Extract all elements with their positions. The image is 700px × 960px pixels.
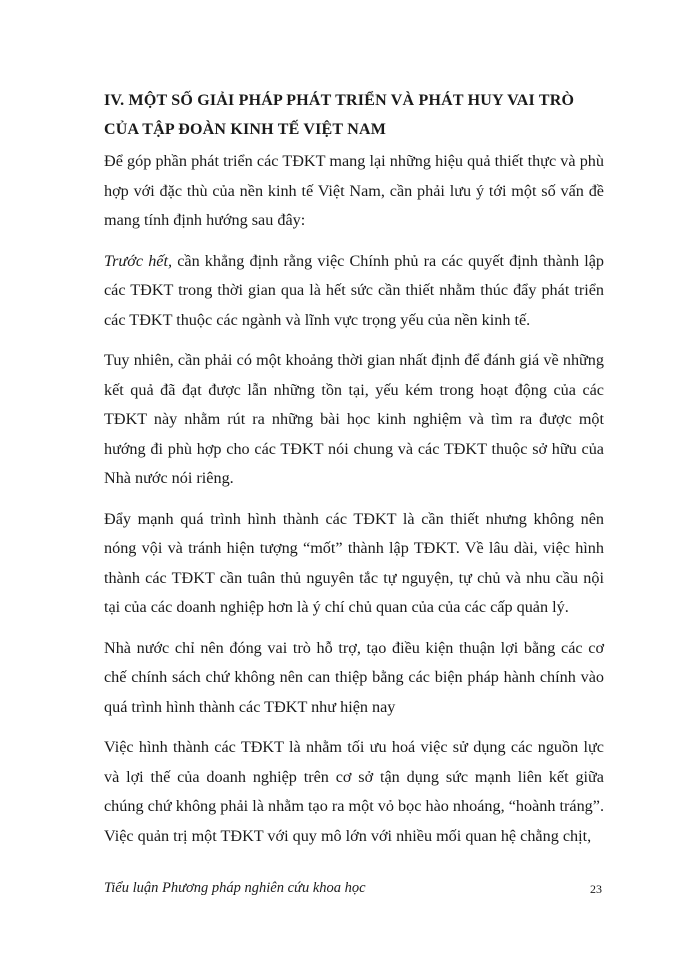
paragraph-2-body: cần khẳng định rằng việc Chính phủ ra các quyết định thành lập các TĐKT trong thời gian qua là hết sức cần thiết nhằm thúc đẩy phát triển các TĐKT thuộc các ngành và lĩnh vực trọng yếu của nền kinh tế. xyxy=(104,251,604,329)
footer-title: Tiểu luận Phương pháp nghiên cứu khoa học xyxy=(104,880,366,896)
page-number: 23 xyxy=(590,882,602,896)
paragraph-2 xyxy=(104,247,604,336)
document-page xyxy=(104,86,604,862)
paragraph-6: Việc hình thành các TĐKT là nhằm tối ưu hoá việc sử dụng các nguồn lực và lợi thế của doanh nghiệp trên cơ sở tận dụng sức mạnh liên kết giữa chúng chứ không phải là nhằm tạo ra một vỏ bọc hào nhoáng, “hoành tráng”. Việc quản trị một TĐKT với quy mô lớn với nhiều mối quan hệ chằng chịt, xyxy=(104,738,604,845)
paragraph-5: Nhà nước chỉ nên đóng vai trò hỗ trợ, tạo điều kiện thuận lợi bằng các cơ chế chính sách chứ không nên can thiệp bằng các biện pháp hành chính vào quá trình hình thành các TĐKT như hiện nay xyxy=(104,638,604,716)
section-heading-line-2: CỦA TẬP ĐOÀN KINH TẾ VIỆT NAM xyxy=(104,121,387,138)
paragraph-3: Tuy nhiên, cần phải có một khoảng thời gian nhất định để đánh giá về những kết quả đã đạt được lẫn những tồn tại, yếu kém trong hoạt động của các TĐKT này nhằm rút ra những bài học kinh nghiệm và tìm ra được một hướng đi phù hợp cho các TĐKT nói chung và các TĐKT thuộc sở hữu của Nhà nước nói riêng. xyxy=(104,351,604,487)
page-footer xyxy=(104,880,604,897)
section-heading-line-1: IV. MỘT SỐ GIẢI PHÁP PHÁT TRIỂN VÀ PHÁT HUY VAI TRÒ xyxy=(104,92,575,109)
paragraph-2-lead: Trước hết, xyxy=(104,251,173,270)
section-heading xyxy=(104,86,604,144)
paragraph-4: Đẩy mạnh quá trình hình thành các TĐKT là cần thiết nhưng không nên nóng vội và tránh hiện tượng “mốt” thành lập TĐKT. Về lâu dài, việc hình thành các TĐKT cần tuân thủ nguyên tắc tự nguyện, tự chủ và nhu cầu nội tại của các doanh nghiệp hơn là ý chí chủ quan của của các cấp quản lý. xyxy=(104,509,604,616)
paragraph-1: Để góp phần phát triển các TĐKT mang lại những hiệu quả thiết thực và phù hợp với đặc thù của nền kinh tế Việt Nam, cần phải lưu ý tới một số vấn đề mang tính định hướng sau đây: xyxy=(104,152,604,229)
